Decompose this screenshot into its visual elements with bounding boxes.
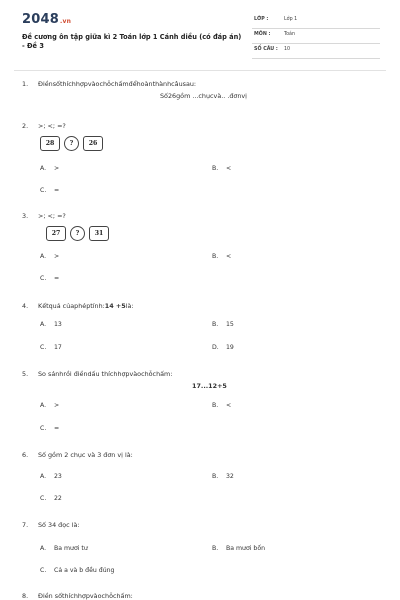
number-box: 28 <box>40 136 60 151</box>
option-text: Ba mươi bốn <box>226 545 266 552</box>
option-letter: B. <box>212 253 219 260</box>
option-letter: B. <box>212 473 219 480</box>
option-letter: A. <box>40 545 47 552</box>
option-letter: C. <box>40 275 47 282</box>
option-text: > <box>54 253 60 260</box>
option-a[interactable] <box>40 545 88 552</box>
document-title: Đề cương ôn tập giữa kì 2 Toán lớp 1 Cánh diều (có đáp án) - Đề 3 <box>22 33 242 50</box>
option-letter: C. <box>40 567 47 574</box>
option-text: 19 <box>226 344 234 351</box>
question-number: 1. <box>22 80 29 88</box>
question-text-lead: Kếtquả củaphéptính: <box>38 302 105 310</box>
option-letter: C. <box>40 344 47 351</box>
number-box: 27 <box>46 226 66 241</box>
option-c[interactable] <box>40 275 59 282</box>
meta-row-grade <box>252 14 380 29</box>
comparison-circle[interactable]: ? <box>70 226 85 241</box>
question-number: 6. <box>22 451 29 459</box>
question-number: 8. <box>22 592 29 600</box>
option-text: = <box>54 187 60 194</box>
option-letter: B. <box>212 165 219 172</box>
option-c[interactable] <box>40 425 59 432</box>
question-text: Số 34 đọc là: <box>38 521 80 529</box>
option-text: 17 <box>54 344 62 351</box>
site-logo[interactable] <box>22 12 71 27</box>
question-number: 4. <box>22 302 29 310</box>
logo-suffix: .vn <box>59 18 72 25</box>
meta-box <box>252 14 380 59</box>
question-number: 2. <box>22 122 29 130</box>
option-text: > <box>54 165 60 172</box>
question-text-tail: là: <box>125 302 134 310</box>
option-text: > <box>54 402 60 409</box>
question-text: Điềnsốthíchhợpvàochỗchấmđểhoànthànhcâusau: <box>38 80 197 88</box>
question-number: 3. <box>22 212 29 220</box>
option-letter: B. <box>212 402 219 409</box>
question-text: So sánhrồi điềndấu thíchhợpvàochỗchấm: <box>38 370 173 378</box>
option-b[interactable] <box>212 402 231 409</box>
meta-row-count <box>252 44 380 59</box>
question-expression: 17...12+5 <box>192 382 227 390</box>
option-b[interactable] <box>212 545 265 552</box>
option-text: 23 <box>54 473 62 480</box>
option-letter: C. <box>40 425 47 432</box>
comparison-boxes <box>46 226 109 241</box>
question-text: >; <; =? <box>38 212 66 220</box>
header-divider <box>14 70 386 71</box>
option-letter: C. <box>40 495 47 502</box>
option-c[interactable] <box>40 187 59 194</box>
option-letter: A. <box>40 165 47 172</box>
option-text: = <box>54 275 60 282</box>
option-text: Ba mươi tư <box>54 545 88 552</box>
option-c[interactable] <box>40 567 114 574</box>
option-letter: B. <box>212 321 219 328</box>
meta-value: Lớp 1 <box>284 17 298 22</box>
option-letter: A. <box>40 253 47 260</box>
comparison-boxes <box>40 136 103 151</box>
option-a[interactable] <box>40 253 59 260</box>
option-text: = <box>54 425 60 432</box>
number-box: 26 <box>83 136 103 151</box>
page-header <box>0 0 400 66</box>
option-letter: A. <box>40 473 47 480</box>
option-letter: A. <box>40 321 47 328</box>
option-letter: B. <box>212 545 219 552</box>
meta-value: Toán <box>284 32 296 37</box>
question-subtext: Số26gồm ...chụcvà.. .đơnvị <box>160 92 247 100</box>
option-a[interactable] <box>40 402 59 409</box>
option-b[interactable] <box>212 321 234 328</box>
number-box: 31 <box>89 226 109 241</box>
comparison-circle[interactable]: ? <box>64 136 79 151</box>
option-b[interactable] <box>212 253 231 260</box>
question-text: Số gồm 2 chục và 3 đơn vị là: <box>38 451 133 459</box>
meta-label: SỐ CÂU : <box>254 47 278 52</box>
option-text: < <box>226 165 232 172</box>
option-letter: A. <box>40 402 47 409</box>
option-letter: C. <box>40 187 47 194</box>
option-b[interactable] <box>212 473 234 480</box>
option-letter: D. <box>212 344 219 351</box>
logo-main: 2048 <box>22 12 59 27</box>
option-text: < <box>226 253 232 260</box>
meta-label: LỚP : <box>254 17 269 22</box>
option-text: < <box>226 402 232 409</box>
question-text <box>38 302 134 310</box>
question-number: 7. <box>22 521 29 529</box>
option-b[interactable] <box>212 165 231 172</box>
option-text: Cả a và b đều đúng <box>54 567 115 574</box>
option-text: 22 <box>54 495 62 502</box>
question-text: >; <; =? <box>38 122 66 130</box>
option-c[interactable] <box>40 344 62 351</box>
meta-row-subject <box>252 29 380 44</box>
option-c[interactable] <box>40 495 62 502</box>
question-number: 5. <box>22 370 29 378</box>
option-a[interactable] <box>40 165 59 172</box>
option-d[interactable] <box>212 344 234 351</box>
option-text: 13 <box>54 321 62 328</box>
question-text: Điền sốthíchhợpvàochỗchấm: <box>38 592 133 600</box>
meta-value: 10 <box>284 47 291 52</box>
option-text: 15 <box>226 321 234 328</box>
option-text: 32 <box>226 473 234 480</box>
option-a[interactable] <box>40 473 62 480</box>
meta-label: MÔN : <box>254 32 271 37</box>
question-expression: 14 +5 <box>104 302 126 310</box>
option-a[interactable] <box>40 321 62 328</box>
